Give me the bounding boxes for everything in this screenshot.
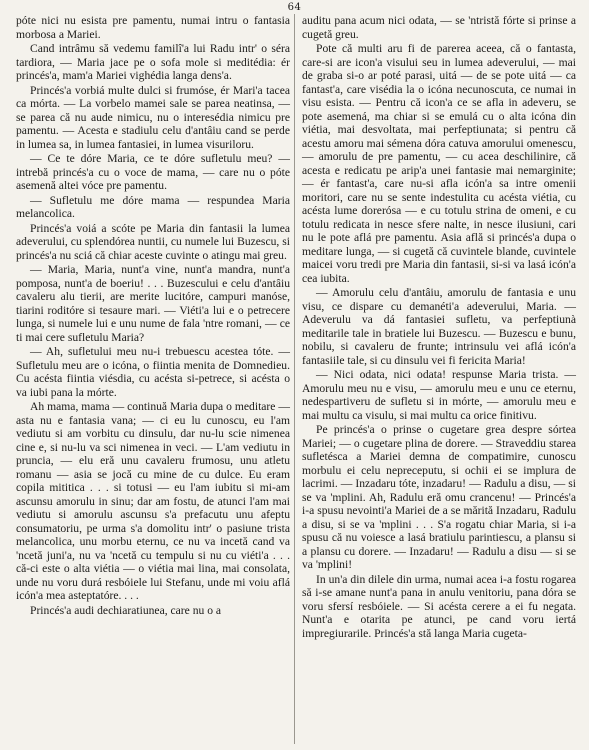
paragraph: — Ce te dóre Maria, ce te dóre sufletulu meu? — intrebă princés'a cu o voce de mama, — care nu o póte asemenă altei vóce pre pamentu.	[16, 152, 290, 192]
paragraph: Princés'a voiá a scóte pe Maria din fantasii la lumea adeverului, cu splendórea nuntii, cu numele lui Buzescu, si princés'a nu sciá că chiar aceste cuvinte o atingu mai greu.	[16, 221, 290, 262]
paragraph: Princés'a audi dechiaratiunea, care nu o a	[30, 603, 222, 617]
column-divider	[294, 14, 295, 744]
paragraph: — Nici odata, nici odata! respunse Maria trista. — Amorulu meu nu e visu, — amorulu meu e unu ce eternu, nedespartiveru de sufletu si in mórte, — amorulu meu e mai multu ca visulu, si mai multu ca orice finitivu.	[302, 368, 576, 422]
paragraph: Cand intrâmu să vedemu familî'a lui Radu intr' o séra tardiora, — Maria jace pe o sofa mole si meditédia: ér princés'a, mam'a Mariei vighédia langa dens'a.	[16, 42, 290, 82]
paragraph: Pote că multi aru fi de parerea aceea, că o fantasta, care-si are icon'a visului seu in lumea adeverului, — mai de graba si-o ar poté parasi, uitá — de se pote uitá — ca fantast'a, care visédia la o icóna necunoscuta, ce numai in visu esista. — Pentru că icon'a ce se afla in adeveru, se pote asemená, ma chiar si se emulá cu o alta icóna din viétia, mai desvoltata, mai perfeptiunata; si pentru că acestu amoru mai sémena dóra catuva amorului omenescu, — amorulu de pre pamentu, — cu acea deschilinire, că acesta e redicatu pe arip'a unei fantasie mai nemarginite; — ér fantast'a, care nu-si afla icón'a sa intre omenii moritori, care nu se sente indestulita cu acésta viétia, cu acésta lume dorerósa — e cu totulu strina de omeni, e cu totulu redicata in nesce sfere nalte, in nesce ilusiuni, cari nu le pote aflá pre pamentu. Asia află si princés'a dupa o meditare lunga, — si cugetă că cuvintele blande, cuvintele maicei voru tredi pre Maria din fantasii, si-si va lasá icón'a cea iubita.	[302, 42, 576, 285]
right-text-column	[302, 14, 576, 641]
left-text-column	[16, 14, 290, 618]
paragraph: — Ah, sufletului meu nu-i trebuescu acestea tóte. — Sufletulu meu are o icóna, o fiintia menita de Domnedieu. Cu acésta fiintia viésdia, cu acésta si-petrece, si acésta o va iubi pana la mórte.	[16, 345, 290, 399]
paragraph: — Maria, Maria, nunt'a vine, nunt'a mandra, nunt'a pomposa, nunt'a de boeriu! . . . Buzescului e celu d'antâiu cavaleru alu tierii, are merite lucitóre, campuri manóse, tiarini roditóre si tesaure mari. — Viéti'a lui e o petrecere lunga, si numele lui e unu nume de fala 'ntre romani, — ce ti mai cere sufletulu Maria?	[16, 263, 290, 344]
paragraph: póte nici nu esista pre pamentu, numai intru o fantasia morbosa a Mariei.	[16, 14, 290, 41]
paragraph: In un'a din dilele din urma, numai acea i-a fostu rogarea să i-se amane nunt'a pana in anulu venitoriu, pana dóra se voru sfersí resbóiele. — Si acésta cerere a ei fu negata. Nunt'a e otarita pe atunci, pe cand voru iertá impregiurarile. Princés'a stă langa Maria cugeta-	[302, 572, 576, 640]
paragraph: Pe princés'a o prinse o cugetare grea despre sórtea Mariei; — o cugetare plina de dorere. — Straveddiu starea sufletésca a Mariei demna de compatimire, cunoscu morbulu ei celu nepreceputu, si ochii ei se implura de lacrimi. — Inzadaru tóte, inzadaru! — Radulu a disu, — si se va 'mplini. Ah, Radulu eră omu crancenu! — Princés'a i-a spusu nevointi'a Mariei de a se mărită Inzadaru, Radulu a disu, si se va 'mplini . . . S'a rogatu chiar Maria, si i-a spusu că nu voiesce a lasá bratiulu parintiescu, a plansu si a plansu cu dorere. — Inzadaru! — Radulu a disu — si se va 'mplini!	[302, 423, 576, 571]
paragraph: auditu pana acum nici odata, — se 'ntristă fórte si prinse a cugetă greu.	[302, 14, 576, 41]
paragraph: — Amorulu celu d'antâiu, amorulu de fantasia e unu visu, ce dispare cu demanéti'a adeverului, Maria. — Adeverulu va dá fantasiei sufletu, va perfeptiunà meditarile tale in bratiele lui Buzescu. — Buzescu e bunu, nobilu, si cavaleru de frunte; intrinsulu vei aflá icón'a fantasiile tale, si cu dinsulu vei fi fericita Maria!	[302, 286, 576, 367]
page-number: 64	[287, 2, 302, 13]
paragraph: — Sufletulu me dóre mama — respundea Maria melancolica.	[16, 193, 290, 220]
paragraph: Princés'a vorbiá multe dulci si frumóse, ér Mari'a tacea ca mórta. — La vorbelo mamei sale se parea neatinsa, — se parea că nu aude nimicu, nu o interesédia nimicu pre pamentu. — Acesta e stadiulu celu d'antâiu cand se perde in lumea sa, in lumea fantasiei, in lumea visuriloru.	[16, 83, 290, 151]
paragraph: Ah mama, mama — continuă Maria dupa o meditare — asta nu e fantasia vana; — ci eu lu cunoscu, eu l'am vediutu si am vorbitu cu dinsulu, dar nu-lu scie nimenea cine e, si nu-lu va sci nimenea in veci. — L'am vediutu in pruncia, — elu eră unu cavaleru frumosu, unu atletu romanu — asia se jocă cu mine de cu dulce. Eu eram copila mititica . . . si totusi — eu l'am iubitu si mi-am ascunsu amorulu in sinu; dar am fostu, de atunci l'am mai vediutu si amorulu ascunsu s'a prefacutu unu afeptu consumatoriu, pe urma s'a domolitu intr' o pasiune trista melancolica, unu morbu eternu, ce nu va incetă cand va 'ncetă juni'a, nu va 'ncetă cu tempulu si nu cu viéti'a . . . că-ci este o alta viétia — o viétia mai lina, mai consolata, unde nu voru durá resbóiele lui Stefanu, unde mi voiu aflá icón'a mea asteptatóre. . . .	[16, 400, 290, 602]
